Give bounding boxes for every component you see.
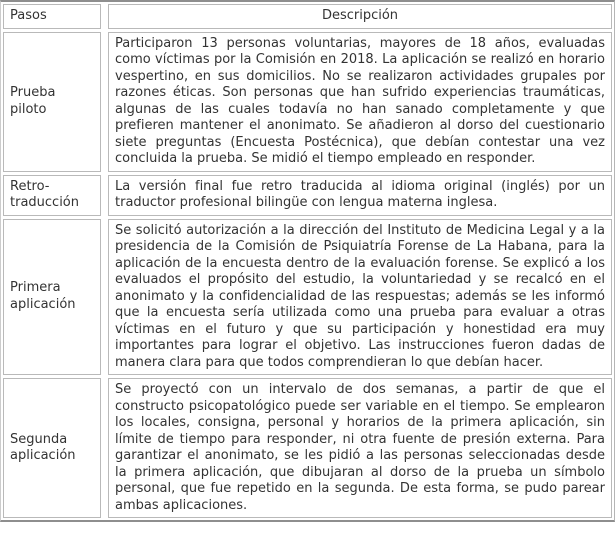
row-description-text: Se solicitó autorización a la dirección del Instituto de Medicina Legal y a la presidencia de la Comisión de Psiquiatría Forense de La Habana, para la aplicación de la encuesta dentro de la evaluación forense. Se explicó a los evaluados el propósito del estudio, la voluntariedad y se recalcó en el anonimato y la confidencialidad de las respuestas; además se les informó que la encuesta sería utilizada como una prueba para evaluar a otras víctimas en el futuro y que su participación y honestidad era muy importantes para lograr el objetivo. Las instrucciones fueron dadas de manera clara para que todos comprendieran lo que debían hacer. <box>115 222 605 370</box>
row-description-text: Participaron 13 personas voluntarias, mayores de 18 años, evaluadas como víctimas por la Comisión en 2018. La aplicación se realizó en horario vespertino, en sus domicilios. No se realizaron actividades grupales por razones éticas. Son personas que han sufrido experiencias traumáticas, algunas de las cuales todavía no han sanado completamente y que prefieren mantener el anonimato. Se añadieron al dorso del cuestionario siete preguntas (Encuesta Postécnica), que debían contestar una vez concluida la prueba. Se midió el tiempo empleado en responder. <box>115 35 605 166</box>
column-header-pasos <box>3 4 101 29</box>
row-description-segunda-aplicacion <box>108 378 612 518</box>
column-header-pasos-label: Pasos <box>10 8 47 23</box>
row-description-primera-aplicacion <box>108 219 612 376</box>
row-label-primera-aplicacion <box>3 219 101 376</box>
column-header-descripcion <box>108 4 612 29</box>
row-label-retro-traduccion <box>3 175 101 216</box>
row-label-text: Segunda aplicación <box>10 431 76 463</box>
row-label-prueba-piloto <box>3 32 101 172</box>
row-label-text: Prueba piloto <box>10 85 56 117</box>
row-description-retro-traduccion <box>108 175 612 216</box>
row-description-text: La versión final fue retro traducida al idioma original (inglés) por un traductor profesional bilingüe con lengua materna inglesa. <box>115 178 605 210</box>
column-header-descripcion-label: Descripción <box>321 8 399 23</box>
table-grid <box>3 4 612 518</box>
row-description-prueba-piloto <box>108 32 612 172</box>
row-label-segunda-aplicacion <box>3 378 101 518</box>
row-description-text: Se proyectó con un intervalo de dos semanas, a partir de que el constructo psicopatológico puede ser variable en el tiempo. Se emplearon los locales, consigna, personal y horarios de la primera aplicación, sin límite de tiempo para responder, ni otra fuente de presión externa. Para garantizar el anonimato, se les pidió a las personas seleccionadas desde la primera aplicación, que dibujaran al dorso de la prueba un símbolo personal, que fue repetido en la segunda. De esta forma, se pudo parear ambas aplicaciones. <box>115 382 605 513</box>
row-label-text: Primera aplicación <box>10 280 76 312</box>
row-label-text: Retro-traducción <box>10 178 79 210</box>
